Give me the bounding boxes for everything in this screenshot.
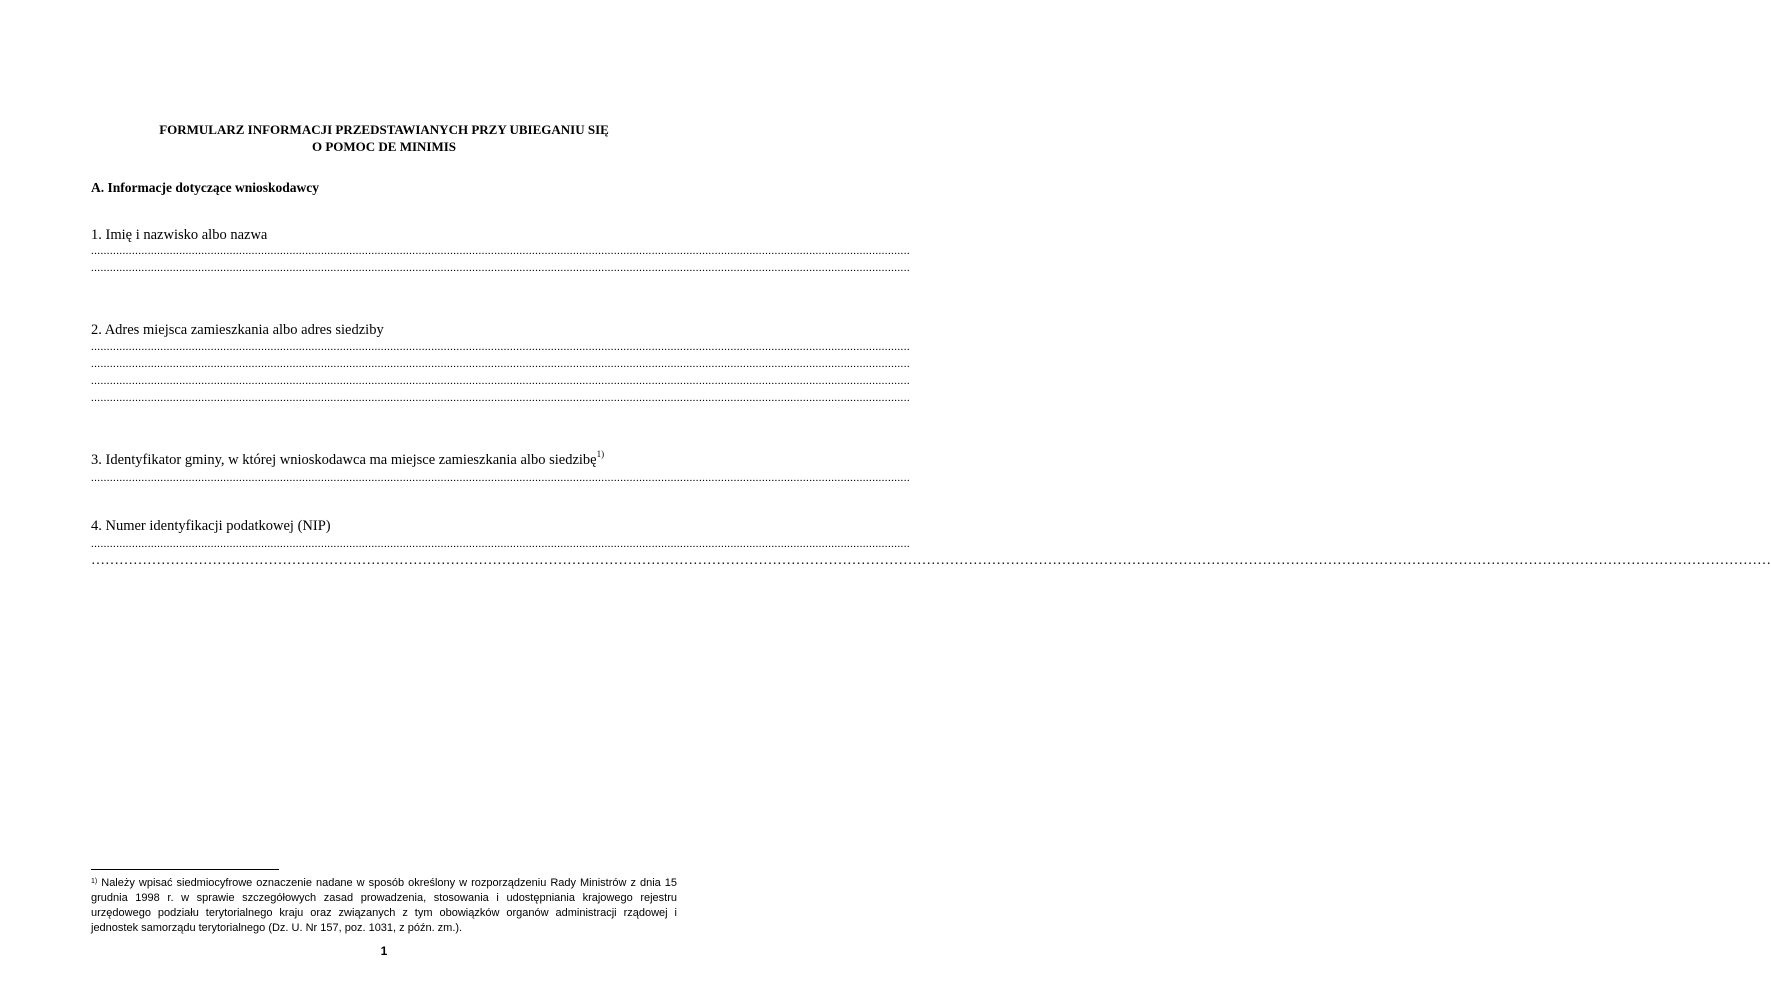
field-3-label: 3. Identyfikator gminy, w której wnioskodawca ma miejsce zamieszkania albo siedzibę$^{1)}$ (91, 449, 605, 468)
field-1-line-2[interactable]: .................................................................................................................................................................................................................................................................... (91, 262, 910, 274)
field-2-label: 2. Adres miejsca zamieszkania albo adres siedziby (91, 322, 384, 338)
field-2-line-2[interactable]: .................................................................................................................................................................................................................................................................... (91, 358, 910, 370)
form-title-line-2: O POMOC DE MINIMIS (311, 139, 457, 154)
footnote (91, 876, 677, 936)
field-1-line-1[interactable]: .................................................................................................................................................................................................................................................................... (91, 245, 910, 257)
footnote-marker: 1) (91, 878, 98, 885)
section-a-heading: A. Informacje dotyczące wnioskodawcy (91, 180, 319, 195)
field-4-line-2[interactable]: ……………………………………………………………………………………………………………………………………………………………………………………………………………………………………………………………………………………………………………………………… (91, 553, 1771, 568)
footnote-ref: 1) (596, 449, 605, 459)
field-3-line-1[interactable]: .................................................................................................................................................................................................................................................................... (91, 472, 910, 484)
field-2-line-1[interactable]: .................................................................................................................................................................................................................................................................... (91, 341, 910, 353)
field-1-label: 1. Imię i nazwisko albo nazwa (91, 227, 268, 243)
field-4-label: 4. Numer identyfikacji podatkowej (NIP) (91, 518, 331, 534)
field-2-line-4[interactable]: .................................................................................................................................................................................................................................................................... (91, 392, 910, 404)
footnote-separator (91, 869, 279, 870)
footnote-text: Należy wpisać siedmiocyfrowe oznaczenie nadane w sposób określony w rozporządzeniu Rady Ministrów z dnia 15 grudnia 1998 r. w sprawie szczegółowych zasad prowadzenia, stosowania i udostępniania krajowego rejestru urzędowego podziału terytorialnego kraju oraz związanych z tym obowiązków organów administracji rządowej i jednostek samorządu terytorialnego (Dz. U. Nr 157, poz. 1031, z późn. zm.). (91, 877, 678, 934)
page-number: 1 (380, 944, 388, 958)
field-4-line-1[interactable]: .................................................................................................................................................................................................................................................................... (91, 538, 910, 550)
form-title-line-1: FORMULARZ INFORMACJI PRZEDSTAWIANYCH PRZY UBIEGANIU SIĘ (159, 122, 609, 137)
field-2-line-3[interactable]: .................................................................................................................................................................................................................................................................... (91, 375, 910, 387)
